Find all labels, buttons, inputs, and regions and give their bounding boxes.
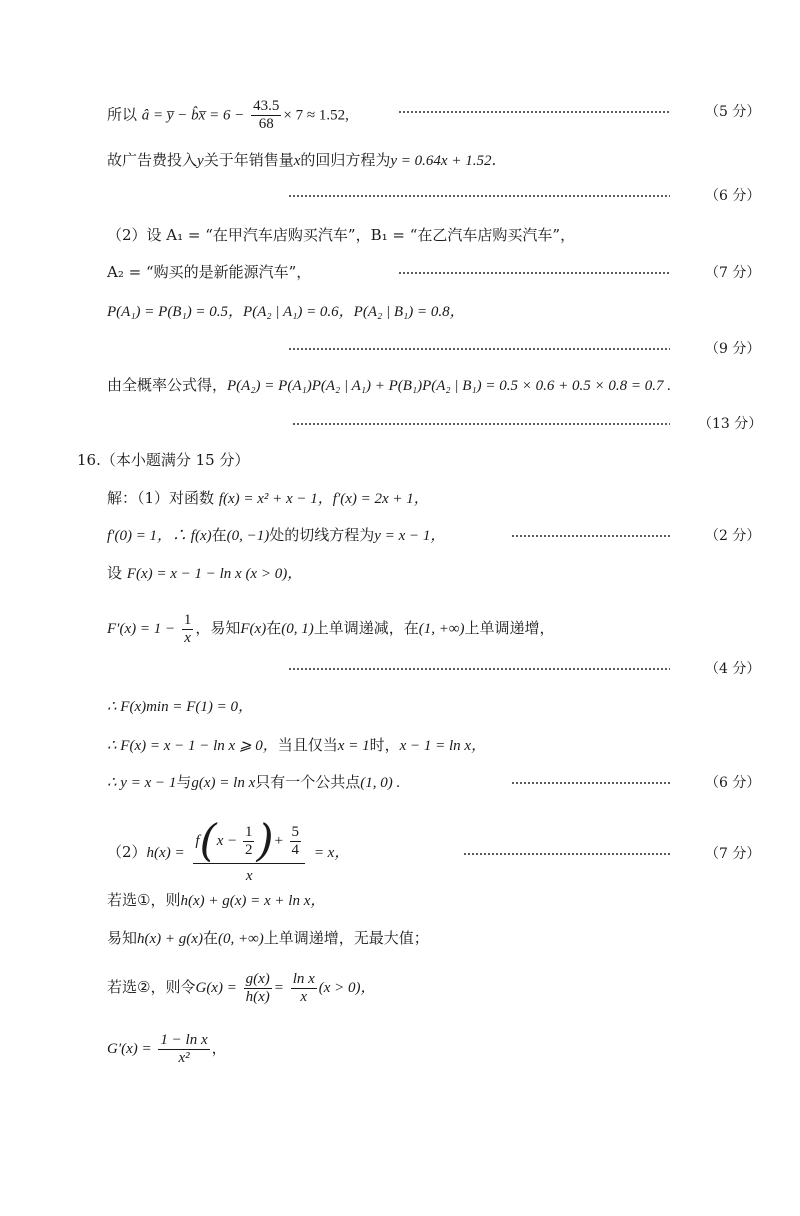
equation: F(x) = x − 1 − ln x (x > 0)， xyxy=(126,566,303,582)
text: 上单调递增， xyxy=(464,619,555,637)
solution-line-17 xyxy=(107,967,376,1008)
text: 在 xyxy=(202,929,218,947)
denominator: x xyxy=(184,629,191,646)
text: 解：（1）对函数 xyxy=(107,489,219,507)
numerator: ln x xyxy=(292,970,315,987)
text: 设 xyxy=(107,564,127,582)
leader-dots xyxy=(288,348,670,350)
numerator: g(x) xyxy=(245,970,270,987)
numerator: 5 xyxy=(291,823,300,840)
solution-line-12 xyxy=(107,735,486,756)
plus: + xyxy=(273,832,284,849)
text: 当且仅当 xyxy=(277,736,338,754)
denominator: x xyxy=(300,988,308,1005)
equation: F′(x) = 1 − xyxy=(107,621,176,637)
text: 易知 xyxy=(107,929,138,947)
text: 处的切线方程为 xyxy=(269,526,375,544)
fraction xyxy=(244,971,272,1006)
text: 故广告费投入 xyxy=(107,151,198,169)
denominator: 2 xyxy=(244,841,253,858)
text: ， xyxy=(211,1039,227,1057)
text: （2） xyxy=(107,843,147,861)
leader-dots xyxy=(398,111,670,113)
solution-line-11: ∴ F(x)min = F(1) = 0， xyxy=(107,699,254,715)
equation: x = 1 xyxy=(337,738,370,754)
text: 只有一个公共点 xyxy=(255,773,361,791)
equation: (1, 0) . xyxy=(360,775,401,791)
text: 关于年销售量 xyxy=(203,151,294,169)
var: x xyxy=(293,153,301,169)
solution-line-4: A₂ = “购买的是新能源汽车”， xyxy=(107,263,312,281)
equation: (x > 0)， xyxy=(318,980,376,996)
text: ，易知 xyxy=(195,619,241,637)
score-label: （5 分） xyxy=(705,104,761,120)
equation: = x， xyxy=(313,845,350,861)
score-label: （13 分） xyxy=(698,416,763,432)
text: 在 xyxy=(266,619,282,637)
solution-line-14 xyxy=(107,812,349,893)
fraction xyxy=(243,824,255,859)
numerator: 1 xyxy=(244,823,253,840)
close-paren: ) xyxy=(256,815,274,867)
equation: h(x) = xyxy=(146,845,185,861)
equation: â = y̅ − b̂x̅ = 6 − xyxy=(141,107,245,124)
solution-line-18 xyxy=(107,1028,227,1069)
solution-line-3: （2）设 A₁ = “在甲汽车店购买汽车”，B₁ = “在乙汽车店购买汽车”， xyxy=(107,226,576,244)
question-16-heading: 16.（本小题满分 15 分） xyxy=(77,451,250,469)
score-label: （9 分） xyxy=(705,341,761,357)
denominator: 68 xyxy=(258,116,274,132)
solution-line-15 xyxy=(107,890,325,911)
fraction xyxy=(158,1032,209,1067)
equation: P(A₂) = P(A₁)P(A₂ | A₁) + P(B₁)P(A₂ | B₁) = 0.5 × 0.6 + 0.5 × 0.8 = 0.7 . xyxy=(227,378,672,394)
solution-line-2 xyxy=(107,150,496,171)
leader-dots xyxy=(398,272,670,274)
text: 的回归方程为 xyxy=(300,151,391,169)
text: 若选 xyxy=(107,978,138,996)
equation: y = x − 1， xyxy=(374,528,446,544)
function-name: f xyxy=(195,832,200,849)
text: 由全概率公式得， xyxy=(107,376,228,394)
leader-dots xyxy=(288,195,670,197)
solution-line-13 xyxy=(107,772,400,793)
equation: g(x) = ln x xyxy=(191,775,256,791)
equation: f′(0) = 1，∴ f(x) xyxy=(107,528,212,544)
equation: f(x) = x² + x − 1，f′(x) = 2x + 1， xyxy=(218,491,429,507)
solution-line-5: P(A₁) = P(B₁) = 0.5，P(A₂ | A₁) = 0.6，P(A₂ | B₁) = 0.8， xyxy=(107,304,465,320)
text: 所以 xyxy=(107,105,142,124)
text: ，则令 xyxy=(150,978,196,996)
fraction xyxy=(291,971,317,1006)
circled-one: ① xyxy=(137,891,151,909)
equation: G(x) = xyxy=(195,980,237,996)
solution-line-16 xyxy=(107,928,429,949)
score-label: （7 分） xyxy=(705,265,761,281)
equation: ∴ F(x) = x − 1 − ln x ⩾ 0， xyxy=(107,738,278,754)
leader-dots xyxy=(511,782,670,784)
denominator: x xyxy=(245,867,253,884)
numerator: 43.5 xyxy=(253,98,280,114)
text: ，则 xyxy=(150,891,181,909)
text: 时， xyxy=(369,736,400,754)
solution-line-6 xyxy=(107,375,671,396)
fraction xyxy=(182,612,194,647)
equation: h(x) + g(x) = x + ln x， xyxy=(180,893,326,909)
equation: h(x) + g(x) xyxy=(137,931,203,947)
equation: x − 1 = ln x， xyxy=(399,738,487,754)
equation: y = 0.64x + 1.52 xyxy=(390,153,492,169)
fraction xyxy=(251,98,281,133)
equation: G′(x) = xyxy=(107,1041,152,1057)
denominator: 4 xyxy=(291,841,300,858)
leader-dots xyxy=(292,423,670,425)
score-label: （6 分） xyxy=(705,188,761,204)
var: y xyxy=(197,153,204,169)
text: 上单调递减，在 xyxy=(313,619,419,637)
solution-line-8 xyxy=(107,525,445,546)
text: . xyxy=(491,151,497,169)
text: 在 xyxy=(211,526,227,544)
leader-dots xyxy=(288,668,670,670)
text: 与 xyxy=(176,773,192,791)
numerator-group xyxy=(193,815,305,867)
inner-expr: x − xyxy=(216,832,238,849)
equation: F(x) xyxy=(240,621,267,637)
equation-tail: × 7 ≈ 1.52, xyxy=(283,107,349,124)
equals: = xyxy=(273,980,284,996)
text: 若选 xyxy=(107,891,138,909)
leader-dots xyxy=(511,535,670,537)
numerator: 1 xyxy=(183,611,192,628)
equation: (0, −1) xyxy=(226,528,270,544)
equation: (1, +∞) xyxy=(418,621,465,637)
score-label: （2 分） xyxy=(705,528,761,544)
open-paren: ( xyxy=(199,815,217,867)
circled-two: ② xyxy=(137,978,151,996)
equation: (0, 1) xyxy=(281,621,314,637)
equation: ∴ y = x − 1 xyxy=(107,775,177,791)
solution-line-10 xyxy=(107,608,555,649)
fraction xyxy=(290,824,302,859)
denominator: h(x) xyxy=(245,988,270,1005)
score-label: （6 分） xyxy=(705,775,761,791)
fraction xyxy=(193,815,305,888)
solution-line-9 xyxy=(107,563,302,584)
numerator: 1 − ln x xyxy=(160,1031,208,1048)
equation: (0, +∞) xyxy=(217,931,264,947)
score-label: （7 分） xyxy=(705,846,761,862)
text: 上单调递增，无最大值； xyxy=(263,929,429,947)
denominator: x² xyxy=(178,1049,190,1066)
solution-line-1 xyxy=(107,98,349,133)
score-label: （4 分） xyxy=(705,661,761,677)
leader-dots xyxy=(463,853,670,855)
solution-line-7 xyxy=(107,488,429,509)
